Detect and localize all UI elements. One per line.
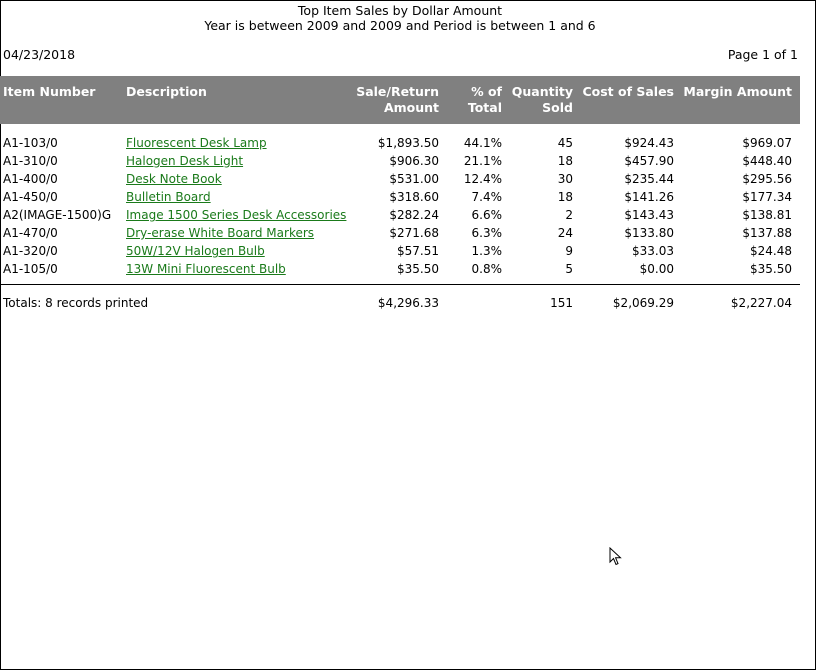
sale-amount-cell: $906.30 [389, 154, 439, 168]
table-row [0, 170, 800, 188]
item-description-link[interactable]: Image 1500 Series Desk Accessories [126, 208, 347, 222]
cost-of-sales-cell: $0.00 [639, 262, 674, 276]
item-number-cell: A1-400/0 [3, 172, 58, 186]
table-row [0, 134, 800, 152]
sale-amount-cell: $1,893.50 [377, 136, 439, 150]
cost-of-sales-cell: $33.03 [632, 244, 674, 258]
column-header-qty-line2: Sold [542, 100, 573, 115]
quantity-cell: 18 [557, 154, 573, 168]
pct-total-cell: 21.1% [463, 154, 502, 168]
cost-of-sales-cell: $924.43 [624, 136, 674, 150]
item-number-cell: A1-470/0 [3, 226, 58, 240]
table-row [0, 188, 800, 206]
totals-label: Totals: 8 records printed [3, 296, 149, 310]
item-description-link[interactable]: 13W Mini Fluorescent Bulb [126, 262, 286, 276]
sale-amount-cell: $531.00 [389, 172, 439, 186]
quantity-cell: 24 [557, 226, 573, 240]
totals-divider [0, 284, 800, 285]
margin-amount-cell: $177.34 [742, 190, 792, 204]
column-header-margin-amount: Margin Amount [683, 84, 792, 99]
item-description-link[interactable]: Desk Note Book [126, 172, 222, 186]
report-title: Top Item Sales by Dollar Amount [297, 3, 503, 18]
sale-amount-cell: $282.24 [389, 208, 439, 222]
sale-amount-cell: $318.60 [389, 190, 439, 204]
totals-cost: $2,069.29 [612, 296, 674, 310]
quantity-cell: 18 [557, 190, 573, 204]
column-header-sale-return-amount [356, 84, 439, 116]
page-indicator: Page 1 of 1 [727, 47, 798, 62]
item-number-cell: A1-450/0 [3, 190, 58, 204]
item-description-link[interactable]: 50W/12V Halogen Bulb [126, 244, 265, 258]
item-description-link[interactable]: Bulletin Board [126, 190, 211, 204]
pct-total-cell: 0.8% [471, 262, 502, 276]
sale-amount-cell: $271.68 [389, 226, 439, 240]
cost-of-sales-cell: $143.43 [624, 208, 674, 222]
quantity-cell: 30 [557, 172, 573, 186]
totals-quantity: 151 [550, 296, 573, 310]
table-row [0, 152, 800, 170]
pct-total-cell: 1.3% [471, 244, 502, 258]
pct-total-cell: 7.4% [471, 190, 502, 204]
item-number-cell: A1-103/0 [3, 136, 58, 150]
column-header-item-number: Item Number [3, 84, 96, 99]
column-header-cost-of-sales: Cost of Sales [582, 84, 674, 99]
cost-of-sales-cell: $133.80 [624, 226, 674, 240]
mouse-pointer-icon [609, 547, 623, 567]
column-header-qty-line1: Quantity [511, 84, 573, 99]
cost-of-sales-cell: $457.90 [624, 154, 674, 168]
item-description-link[interactable]: Dry-erase White Board Markers [126, 226, 315, 240]
column-header-band [0, 76, 800, 124]
pct-total-cell: 6.3% [471, 226, 502, 240]
item-number-cell: A1-310/0 [3, 154, 58, 168]
margin-amount-cell: $448.40 [742, 154, 792, 168]
margin-amount-cell: $24.48 [750, 244, 792, 258]
column-header-pct-total [468, 84, 502, 116]
table-row [0, 224, 800, 242]
column-header-pct-line2: Total [467, 100, 502, 115]
totals-amount: $4,296.33 [377, 296, 439, 310]
item-description-link[interactable]: Fluorescent Desk Lamp [126, 136, 267, 150]
quantity-cell: 5 [565, 262, 573, 276]
item-number-cell: A1-105/0 [3, 262, 58, 276]
cost-of-sales-cell: $235.44 [624, 172, 674, 186]
column-header-quantity-sold [512, 84, 573, 116]
column-header-sale-return-line2: Amount [383, 100, 439, 115]
pct-total-cell: 44.1% [463, 136, 502, 150]
table-row [0, 260, 800, 278]
totals-margin: $2,227.04 [730, 296, 792, 310]
sale-amount-cell: $35.50 [397, 262, 439, 276]
item-description-link[interactable]: Halogen Desk Light [126, 154, 244, 168]
table-row [0, 242, 800, 260]
pct-total-cell: 6.6% [471, 208, 502, 222]
pct-total-cell: 12.4% [463, 172, 502, 186]
margin-amount-cell: $137.88 [742, 226, 792, 240]
margin-amount-cell: $969.07 [742, 136, 792, 150]
report-date: 04/23/2018 [3, 47, 76, 62]
sale-amount-cell: $57.51 [397, 244, 439, 258]
cost-of-sales-cell: $141.26 [624, 190, 674, 204]
column-header-description: Description [126, 84, 207, 99]
item-number-cell: A2(IMAGE-1500)G [3, 208, 112, 222]
item-number-cell: A1-320/0 [3, 244, 58, 258]
column-header-pct-line1: % of [471, 84, 502, 99]
margin-amount-cell: $295.56 [742, 172, 792, 186]
margin-amount-cell: $138.81 [742, 208, 792, 222]
report-subtitle: Year is between 2009 and 2009 and Period is between 1 and 6 [204, 18, 596, 33]
margin-amount-cell: $35.50 [750, 262, 792, 276]
quantity-cell: 2 [565, 208, 573, 222]
totals-row [0, 294, 800, 312]
table-row [0, 206, 800, 224]
quantity-cell: 45 [557, 136, 573, 150]
quantity-cell: 9 [565, 244, 573, 258]
column-header-sale-return-line1: Sale/Return [356, 84, 439, 99]
